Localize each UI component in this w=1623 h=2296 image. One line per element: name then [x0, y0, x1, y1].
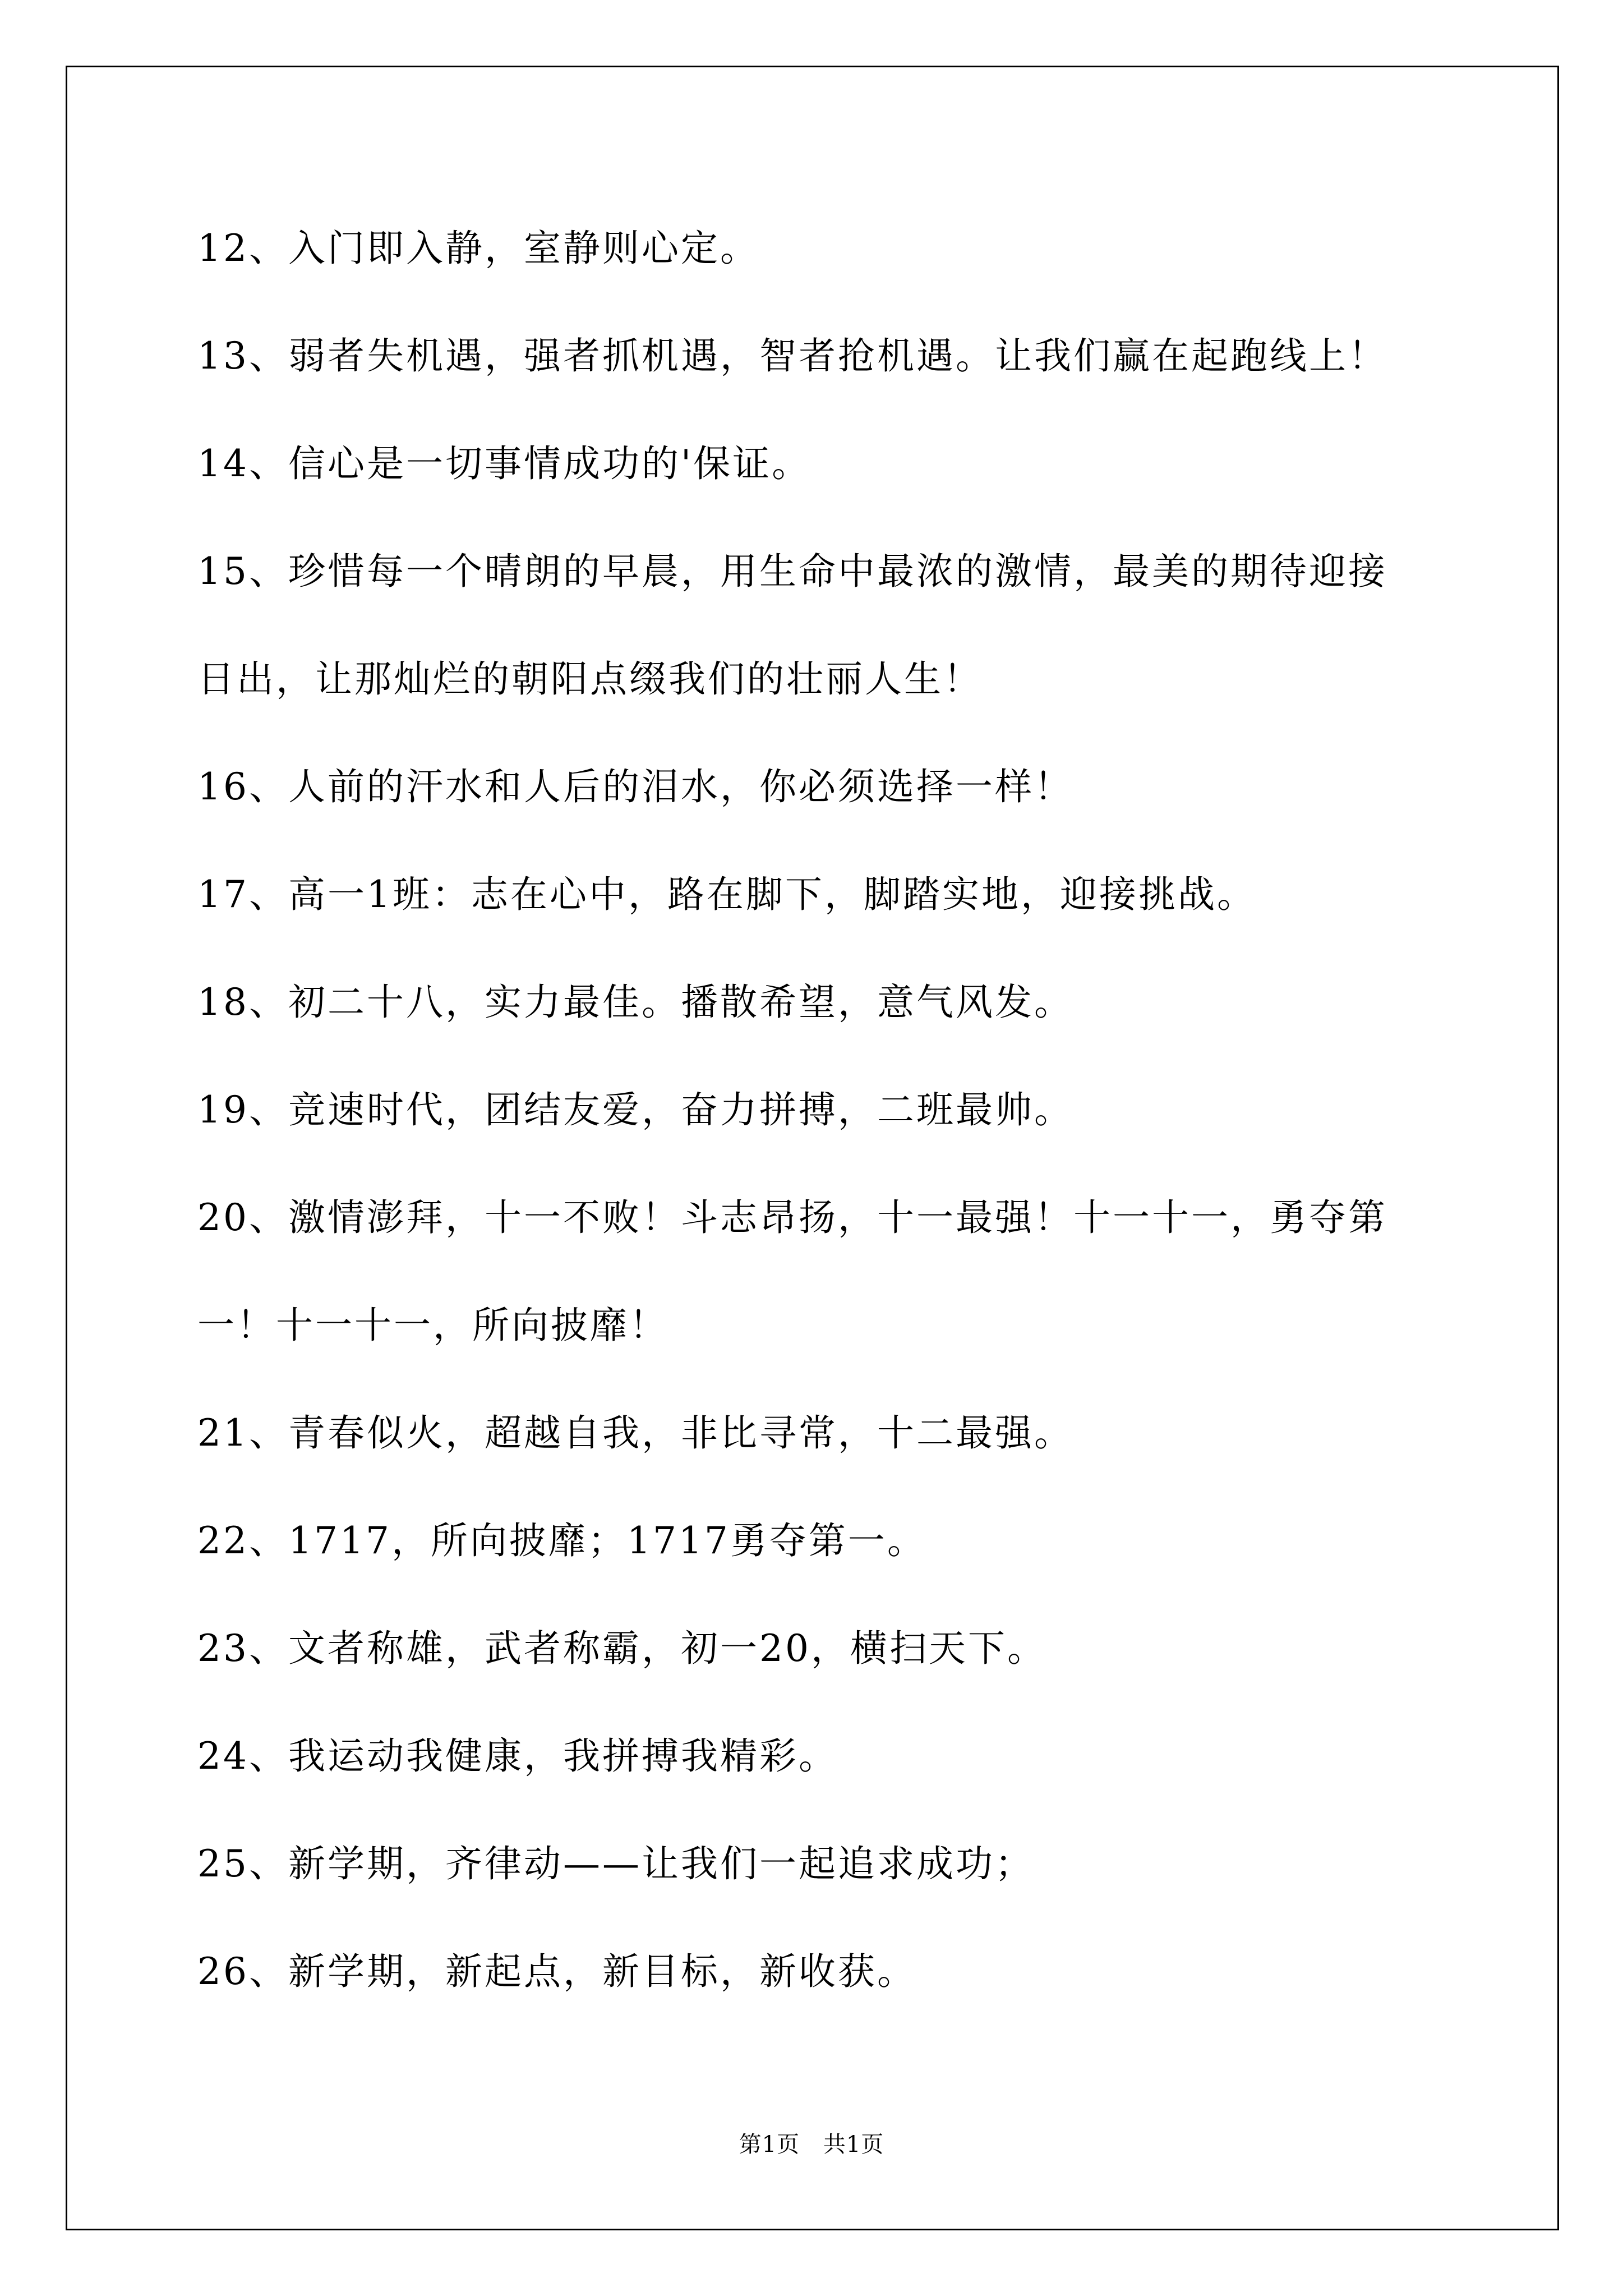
page-number-current: 第1页 [739, 2132, 800, 2157]
text-line: 15、珍惜每一个晴朗的早晨，用生命中最浓的激情，最美的期待迎接 [197, 550, 1387, 593]
text-line: 19、竞速时代，团结友爱，奋力拼搏，二班最帅。 [197, 1088, 1073, 1131]
text-line: 13、弱者失机遇，强者抓机遇，智者抢机遇。让我们赢在起跑线上！ [197, 334, 1387, 378]
text-line: 23、文者称雄，武者称霸，初一20，横扫天下。 [197, 1627, 1046, 1670]
text-line: 12、入门即入静，室静则心定。 [197, 227, 759, 270]
text-line: 一！十一十一，所向披靡！ [197, 1304, 668, 1347]
page-border [66, 66, 1559, 2230]
text-line: 21、青春似火，超越自我，非比寻常，十二最强。 [197, 1411, 1073, 1455]
text-line: 26、新学期，新起点，新目标，新收获。 [197, 1950, 916, 1993]
text-line: 25、新学期，齐律动——让我们一起追求成功； [197, 1842, 1034, 1885]
page-footer [0, 2131, 1623, 2159]
text-line: 24、我运动我健康，我拼搏我精彩。 [197, 1734, 838, 1778]
text-line: 22、1717，所向披靡；1717勇夺第一。 [197, 1519, 926, 1562]
text-line: 20、激情澎拜，十一不败！斗志昂扬，十一最强！十一十一，勇夺第 [197, 1196, 1387, 1239]
text-line: 14、信心是一切事情成功的'保证。 [197, 442, 811, 485]
text-line: 16、人前的汗水和人后的泪水，你必须选择一样！ [197, 765, 1073, 808]
page-number-total: 共1页 [823, 2132, 884, 2157]
text-line: 日出，让那灿烂的朝阳点缀我们的壮丽人生！ [197, 657, 983, 701]
text-line: 18、初二十八，实力最佳。播散希望，意气风发。 [197, 981, 1073, 1024]
text-line: 17、高一1班：志在心中，路在脚下，脚踏实地，迎接挑战。 [197, 873, 1256, 916]
